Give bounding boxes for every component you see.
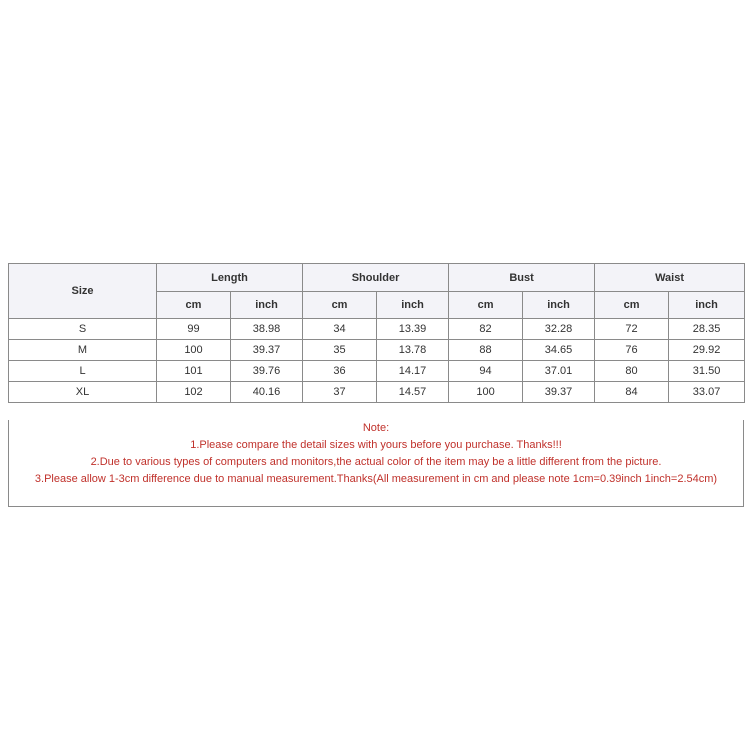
size-cell: XL xyxy=(9,382,157,403)
table-cell: 37 xyxy=(303,382,377,403)
unit-header-cm: cm xyxy=(157,292,231,319)
table-cell: 94 xyxy=(449,361,523,382)
unit-header-inch: inch xyxy=(669,292,745,319)
table-cell: 13.78 xyxy=(377,340,449,361)
table-cell: 39.76 xyxy=(231,361,303,382)
group-header-shoulder: Shoulder xyxy=(303,264,449,292)
size-table xyxy=(8,263,745,403)
table-row xyxy=(9,319,745,340)
table-cell: 32.28 xyxy=(523,319,595,340)
table-cell: 31.50 xyxy=(669,361,745,382)
table-cell: 34.65 xyxy=(523,340,595,361)
group-header-bust: Bust xyxy=(449,264,595,292)
table-cell: 33.07 xyxy=(669,382,745,403)
table-cell: 99 xyxy=(157,319,231,340)
table-cell: 38.98 xyxy=(231,319,303,340)
size-cell: S xyxy=(9,319,157,340)
table-row xyxy=(9,340,745,361)
unit-header-cm: cm xyxy=(303,292,377,319)
group-header-waist: Waist xyxy=(595,264,745,292)
table-cell: 29.92 xyxy=(669,340,745,361)
note-title: Note: xyxy=(362,422,390,434)
table-cell: 101 xyxy=(157,361,231,382)
unit-header-inch: inch xyxy=(231,292,303,319)
table-cell: 37.01 xyxy=(523,361,595,382)
table-cell: 72 xyxy=(595,319,669,340)
table-cell: 102 xyxy=(157,382,231,403)
size-chart xyxy=(8,263,744,507)
note-line-2: 2.Due to various types of computers and monitors,the actual color of the item may be a little different from the picture. xyxy=(90,456,662,468)
table-cell: 88 xyxy=(449,340,523,361)
header-row-groups xyxy=(9,264,745,292)
table-cell: 82 xyxy=(449,319,523,340)
table-cell: 28.35 xyxy=(669,319,745,340)
note-box xyxy=(8,420,744,507)
group-header-length: Length xyxy=(157,264,303,292)
table-cell: 36 xyxy=(303,361,377,382)
size-cell: L xyxy=(9,361,157,382)
table-cell: 39.37 xyxy=(231,340,303,361)
table-row xyxy=(9,361,745,382)
note-line-3: 3.Please allow 1-3cm difference due to manual measurement.Thanks(All measurement in cm and please note 1cm=0.39inch 1inch=2.54cm) xyxy=(34,473,718,485)
unit-header-inch: inch xyxy=(523,292,595,319)
table-cell: 35 xyxy=(303,340,377,361)
table-cell: 100 xyxy=(157,340,231,361)
table-cell: 100 xyxy=(449,382,523,403)
table-cell: 34 xyxy=(303,319,377,340)
size-cell: M xyxy=(9,340,157,361)
table-row xyxy=(9,382,745,403)
size-header: Size xyxy=(9,264,157,319)
unit-header-cm: cm xyxy=(449,292,523,319)
table-cell: 40.16 xyxy=(231,382,303,403)
table-cell: 13.39 xyxy=(377,319,449,340)
table-cell: 76 xyxy=(595,340,669,361)
unit-header-inch: inch xyxy=(377,292,449,319)
table-cell: 14.17 xyxy=(377,361,449,382)
table-cell: 14.57 xyxy=(377,382,449,403)
table-cell: 80 xyxy=(595,361,669,382)
table-cell: 84 xyxy=(595,382,669,403)
unit-header-cm: cm xyxy=(595,292,669,319)
table-cell: 39.37 xyxy=(523,382,595,403)
note-line-1: 1.Please compare the detail sizes with yours before you purchase. Thanks!!! xyxy=(190,439,562,451)
